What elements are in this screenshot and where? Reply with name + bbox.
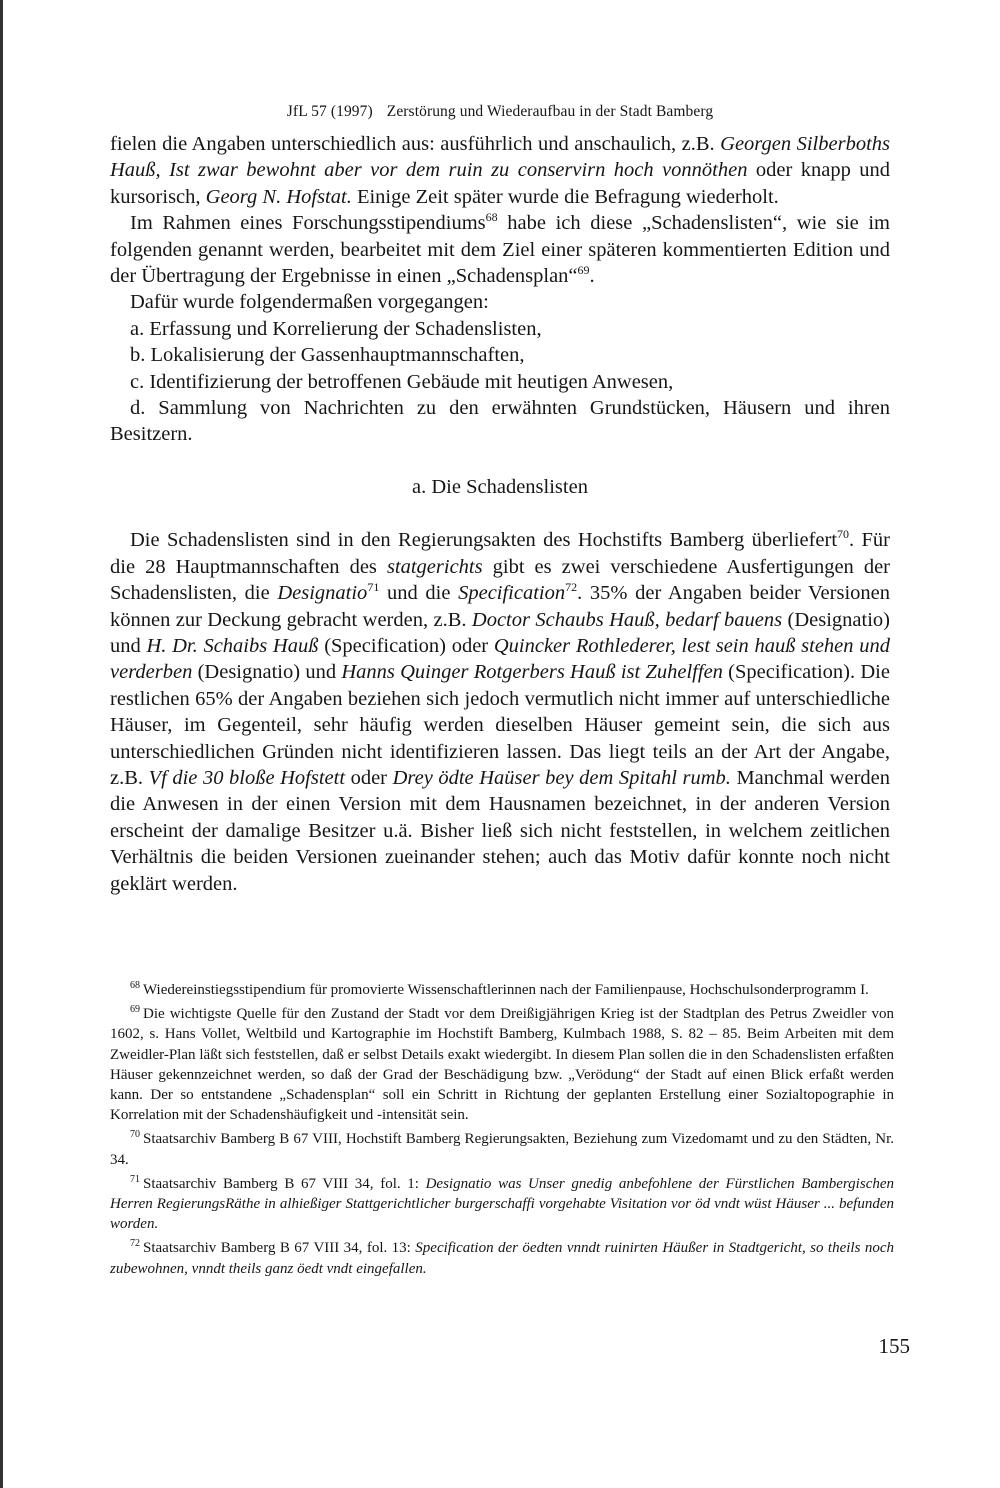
text-run: (Specification). Die restlichen 65% der Angaben beziehen sich jedoch vermutlich nicht immer auf unterschiedliche Häuser, im Gegenteil, sehr häufig werden dieselben Häuser gemeint sein, die sich aus unterschiedlichen Gründen nicht identifizieren lassen. Das liegt teils an der Art der Angabe, z.B. [110,661,890,789]
footnotes [110,980,894,1283]
italic-quote: Specification [458,582,566,605]
italic-quote: statgerichts [386,555,483,578]
footnote-71 [110,1174,894,1235]
footnote-text [110,1131,894,1167]
footnote-reference: 70 [837,527,850,542]
text-run: und die [379,582,459,605]
text-run: Manchmal werden die Anwesen in der einen Version mit dem Hausnamen bezeichnet, in der anderen Version erscheint der damalige Besitzer u.ä. Bisher ließ sich nicht feststellen, in welchem zeitlichen Verhältnis die beiden Versionen zueinander stehen; auch das Motiv dafür konnte noch nicht geklärt werden. [110,766,890,895]
section-heading: a. Die Schadenslisten [412,475,588,498]
page-edge [0,0,3,1488]
running-header [0,103,1000,121]
list-item-c: c. Identifizierung der betroffenen Gebäude mit heutigen Anwesen, [130,370,674,393]
footnote-text [110,1173,895,1233]
list-item-d: d. Sammlung von Nachrichten zu den erwähnten Grundstücken, Häusern und ihren Besitzern. [110,397,890,446]
footnote-72 [110,1238,894,1278]
text-run: (Specification) oder [318,634,494,657]
italic-quote: Designatio [277,582,368,605]
text-run: Die Schadenslisten sind in den Regierungsakten des Hochstifts Bamberg überliefert [130,529,838,552]
footnote-reference: 69 [577,263,590,278]
list-item-a: a. Erfassung und Korrelierung der Schadenslisten, [130,317,542,340]
italic-quote: Quincker Rothlederer, lest sein hauß stehen und verderben [110,634,890,684]
text-run: Staatsarchiv Bamberg B 67 VIII, Hochstift Bamberg Regierungsakten, Beziehung zum Vizedomamt und zu den Städten, Nr. 34. [110,1131,894,1168]
text-run: Staatsarchiv Bamberg B 67 VIII 34, fol. 1: [143,1175,426,1192]
text-run: . Für die 28 Hauptmannschaften des [110,529,891,578]
italic-quote: Georgen Silberboths Hauß, Ist zwar bewohnt aber vor dem ruin zu conservirn hoch vonnöthen [110,133,890,182]
footnote-text [110,1006,894,1123]
italic-quote: Hanns Quinger Rotgerbers Hauß ist Zuhelffen [341,661,723,684]
text-run: (Designatio) und [192,661,342,684]
text-run: Staatsarchiv Bamberg B 67 VIII 34, fol. 13: [143,1240,416,1257]
text-run: oder [345,766,393,789]
text-run: (Designatio) und [110,608,890,657]
text-run: gibt es zwei verschiedene Ausfertigungen der Schadenslisten, die [110,555,891,605]
italic-quote: Specification der öedten vnndt ruinirten Häußer in Stadtgericht, so theils noch zubewohnen, vnndt theils ganz öedt vndt eingefallen. [110,1240,895,1277]
text-run: Einige Zeit später wurde die Befragung wiederholt. [351,185,779,208]
italic-quote: Drey ödte Haüser bey dem Spitahl rumb. [392,766,731,789]
text-run: fielen die Angaben unterschiedlich aus: ausführlich und anschaulich, z.B. [110,133,721,155]
footnote-text [143,982,869,998]
journal-citation: JfL 57 (1997) [286,103,373,120]
footnote-text [110,1240,894,1276]
footnote-reference: 68 [485,210,498,225]
italic-quote: Georg N. Hofstat. [205,185,352,208]
text-run: Wiedereinstiegsstipendium für promovierte Wissenschaftlerinnen nach der Familienpause, Hochschulsonderprogramm I. [143,982,869,998]
footnote-number: 69 [130,1004,140,1016]
article-title: Zerstörung und Wiederaufbau in der Stadt Bamberg [386,103,714,120]
text-run: . [589,265,595,288]
footnote-number: 71 [130,1173,140,1185]
paragraph-4 [110,527,890,897]
footnote-number: 70 [130,1129,140,1141]
italic-quote: Vf die 30 bloße Hofstett [148,766,346,789]
page-number: 155 [878,1334,910,1358]
footnote-68 [110,980,894,1000]
italic-quote: H. Dr. Schaibs Hauß [146,634,319,657]
text-run: . 35% der Angaben beider Versionen können zur Deckung gebracht werden, z.B. [110,582,891,631]
list-item-b: b. Lokalisierung der Gassenhauptmannschaften, [130,344,525,367]
footnote-reference: 72 [565,580,578,595]
text-run: oder knapp und kursorisch, [110,159,890,208]
italic-quote: Doctor Schaubs Hauß, bedarf bauens [471,608,783,631]
text-run: habe ich diese „Schadenslisten“, wie sie im folgenden genannt werden, bearbeitet mit dem Ziel einer späteren kommentierten Edition und der Übertragung der Ergebnisse in einen „Schadensplan“ [110,212,890,288]
text-run: Im Rahmen eines Forschungsstipendiums [130,212,486,235]
footnote-number: 72 [130,1238,140,1250]
paragraph-1 [110,131,890,210]
footnote-70 [110,1129,894,1169]
italic-quote: Designatio was Unser gnedig anbefohlene der Fürstlichen Bambergischen Herren RegierungsRäthe in alhießiger Stattgerichtlicher burgerschaffi vorgehabte Visitation vor öd vndt wüst Häuser ... befunden worden. [110,1175,895,1233]
footnote-number: 68 [130,980,140,991]
paragraph-2 [110,210,890,289]
text-run: Die wichtigste Quelle für den Zustand der Stadt vor dem Dreißigjährigen Krieg ist der Stadtplan des Petrus Zweidler von 1602, s. Hans Vollet, Weltbild und Kartographie im Hochstift Bamberg, Kulmbach 1988, S. 82 – 85. Beim Arbeiten mit dem Zweidler-Plan läßt sich feststellen, daß er selbst Details exakt wiedergibt. In diesem Plan sollen die in den Schadenslisten erfaßten Häuser gekennzeichnet werden, so daß der Grad der Beschädigung bzw. „Verödung“ der Stadt auf einen Blick erfaßt werden kann. Der so entstandene „Schadensplan“ soll ein Schritt in Richtung der geplanten Erstellung einer Sozialtopographie in Korrelation mit der Schadenshäufigkeit und -intensität sein. [110,1006,894,1124]
footnote-reference: 71 [367,580,380,595]
paragraph-3: Dafür wurde folgendermaßen vorgegangen: [130,291,489,314]
body-text [110,131,890,897]
footnote-69 [110,1004,894,1125]
